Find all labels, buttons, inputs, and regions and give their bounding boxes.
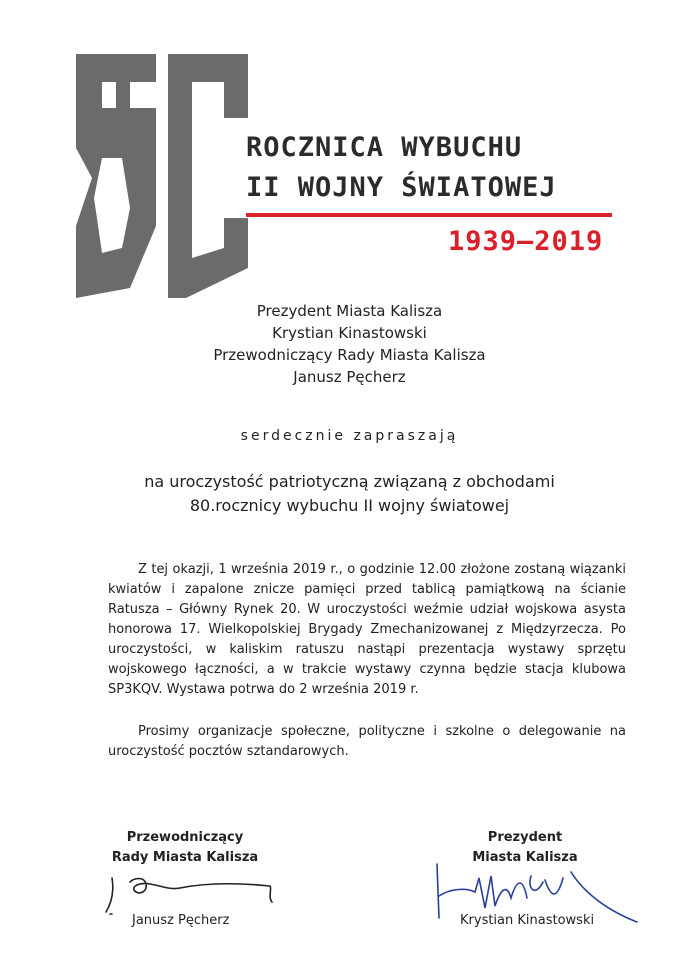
invite-phrase: serdecznie zapraszają: [240, 428, 459, 444]
event-title: [0, 470, 699, 518]
signature-left-title-1: Przewodniczący: [126, 830, 244, 845]
header-line-2: Krystian Kinastowski: [272, 324, 427, 342]
signature-right-title-2: Miasta Kalisza: [472, 850, 578, 865]
signature-block-left: [100, 828, 270, 928]
body-paragraph-1: Z tej okazji, 1 września 2019 r., o godzinie 12.00 złożone zostaną wiązanki kwiatów i zapalone znicze pamięci przed tablicą pamiątkową na ścianie Ratusza – Główny Rynek 20. W uroczystości weźmie udział wojskowa asysta honorowa 17. Wielkopolskiej Brygady Zmechanizowanej z Międzyrzecza. Po uroczystości, w kaliskim ratuszu nastąpi prezentacja wystawy sprzętu wojskowego łączności, a w trakcie wystawy czynna będzie stacja klubowa SP3KQV. Wystawa potrwa do 2 września 2019 r.: [108, 562, 626, 697]
signature-block-right: [445, 828, 605, 928]
inviters-header: [0, 300, 699, 388]
header-line-1: Prezydent Miasta Kalisza: [256, 302, 443, 320]
logo-years: 1939–2019: [448, 226, 604, 257]
event-line-1: na uroczystość patriotyczną związaną z obchodami: [144, 472, 555, 491]
signature-left-title-2: Rady Miasta Kalisza: [111, 850, 259, 865]
signature-right-title-1: Prezydent: [487, 830, 563, 845]
logo-title-line2: II WOJNY ŚWIATOWEJ: [246, 172, 557, 203]
header-line-3: Przewodniczący Rady Miasta Kalisza: [213, 346, 486, 364]
signature-right-name: Krystian Kinastowski: [460, 913, 595, 928]
signature-left-name: Janusz Pęcherz: [132, 913, 230, 928]
logo-digit-8: [76, 54, 156, 298]
logo-red-rule: [246, 213, 612, 217]
header-line-4: Janusz Pęcherz: [293, 368, 406, 386]
anniversary-80-logo: [68, 48, 258, 308]
event-line-2: 80.rocznicy wybuchu II wojny światowej: [189, 496, 510, 515]
logo-digit-0: [168, 54, 248, 298]
logo-title-line1: ROCZNICA WYBUCHU: [246, 132, 523, 163]
body-paragraph-2: Prosimy organizacje społeczne, polityczne i szkolne o delegowanie na uroczystość pocztów sztandarowych.: [108, 724, 626, 759]
body-text: [108, 560, 626, 762]
